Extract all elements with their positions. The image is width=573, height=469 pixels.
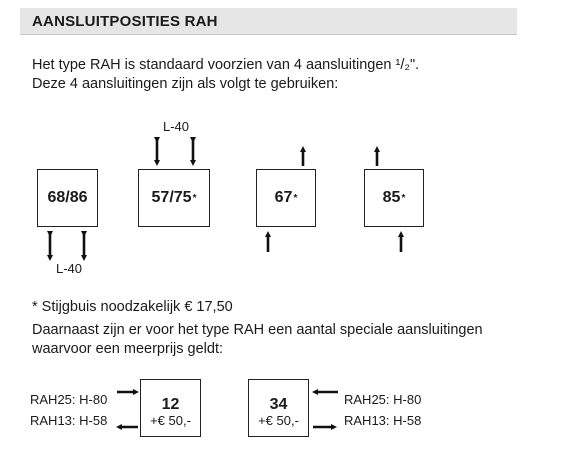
position-57-75-top-label: L-40 <box>163 119 190 134</box>
note-line-1: Daarnaast zijn er voor het type RAH een aantal speciale aansluitingen <box>32 322 483 338</box>
special-price: +€ 50,- <box>258 413 299 428</box>
special-price: +€ 50,- <box>150 413 191 428</box>
position-label: 68/86 <box>47 189 88 206</box>
special-box-12 <box>140 379 201 437</box>
position-label: 67 <box>274 189 293 206</box>
position-box-68-86 <box>37 169 98 227</box>
section-title: AANSLUITPOSITIES RAH <box>32 13 218 30</box>
position-68-86-bottom-label: L-40 <box>56 261 83 276</box>
position-star: * <box>401 192 406 204</box>
intro-line-1: Het type RAH is standaard voorzien van 4 aansluitingen ¹/₂". <box>32 57 420 73</box>
position-box-85 <box>364 169 424 227</box>
special-label: 34 <box>269 396 288 413</box>
special-label: 12 <box>161 396 180 413</box>
position-label: 85 <box>382 189 401 206</box>
special-34-top-label: RAH25: H-80 <box>344 392 422 407</box>
position-star: * <box>192 192 197 204</box>
position-label: 57/75 <box>151 189 192 206</box>
footnote: * Stijgbuis noodzakelijk € 17,50 <box>32 299 233 315</box>
position-box-57-75 <box>138 169 210 227</box>
special-12-bottom-label: RAH13: H-58 <box>30 413 108 428</box>
position-box-67 <box>256 169 316 227</box>
section-header <box>20 8 517 35</box>
note-line-2: waarvoor een meerprijs geldt: <box>32 341 224 357</box>
special-12-top-label: RAH25: H-80 <box>30 392 108 407</box>
special-34-bottom-label: RAH13: H-58 <box>344 413 422 428</box>
intro-line-2: Deze 4 aansluitingen zijn als volgt te gebruiken: <box>32 76 339 92</box>
position-star: * <box>293 192 298 204</box>
special-box-34 <box>248 379 309 437</box>
